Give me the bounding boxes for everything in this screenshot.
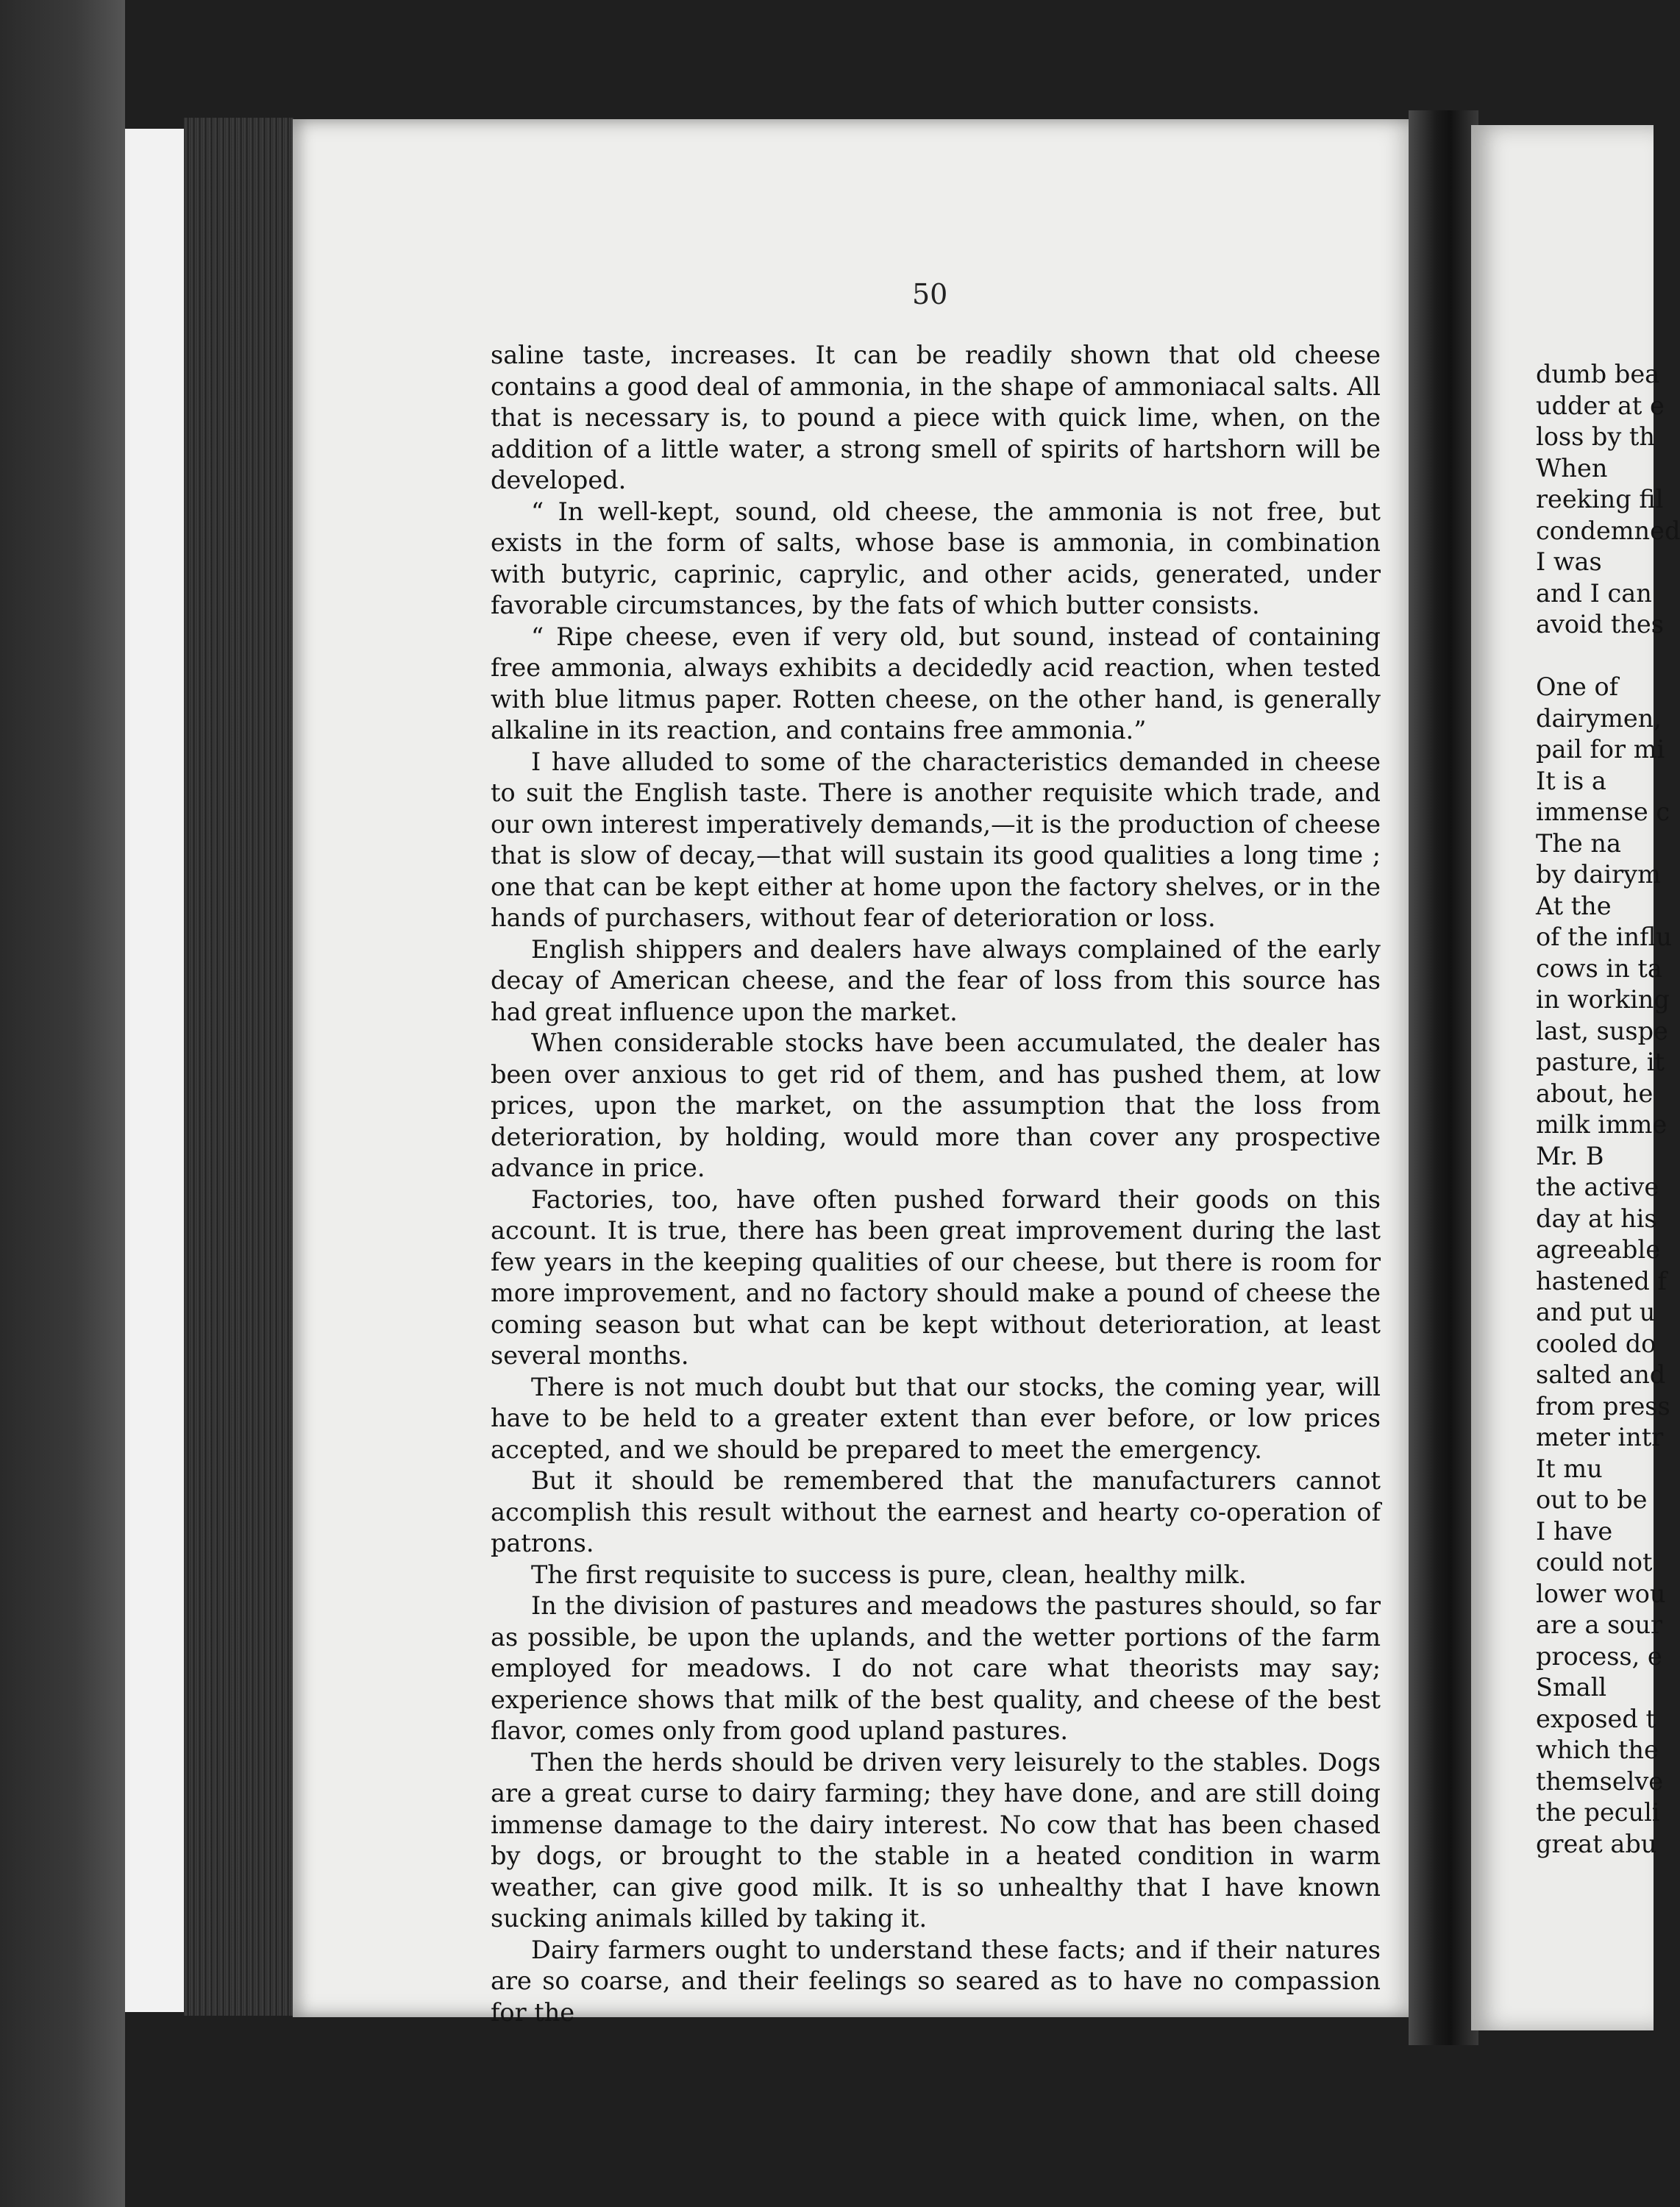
text-line: the active — [1536, 1173, 1659, 1201]
left-page-text — [491, 340, 1381, 2028]
paragraph: The first requisite to success is pure, clean, healthy milk. — [531, 1560, 1247, 1589]
text-line: I was — [1536, 547, 1602, 576]
text-line: hastened f — [1536, 1266, 1667, 1296]
text-line: It is a — [1536, 766, 1606, 795]
page-edges — [184, 118, 294, 2016]
text-line: cows in ta — [1536, 953, 1662, 983]
text-line: immense c — [1536, 797, 1670, 826]
text-line: cooled do — [1536, 1329, 1656, 1358]
text-line: reeking fil — [1536, 485, 1664, 513]
paragraph: Factories, too, have often pushed forward their goods on this account. It is true, there has been great improvement during the last few years in the keeping qualities of our cheese, but there is room for more improvement, and no factory should make a pound of cheese the coming season but what can be kept without deterioration, at least several months. — [491, 1184, 1381, 1370]
text-line: milk imme — [1536, 1110, 1667, 1139]
text-line: themselve — [1536, 1766, 1664, 1796]
text-line: could not — [1536, 1548, 1653, 1577]
paragraph: I have alluded to some of the characteristics demanded in cheese to suit the English taste. There is another requisite which trade, and our own interest imperatively demands,—it is the production of cheese that is slow of decay,—that will sustain its good qualities a long time ; one that can be kept either at home upon the factory shelves, or in the hands of purchasers, without fear of deterioration or loss. — [491, 747, 1381, 932]
text-line: last, suspe — [1536, 1016, 1668, 1045]
text-line: At the — [1536, 891, 1612, 920]
page-number: 50 — [912, 278, 948, 310]
paragraph: “ Ripe cheese, even if very old, but sound, instead of containing free ammonia, always exhibits a decidedly acid reaction, when tested with blue litmus paper. Rotten cheese, on the other hand, is generally alkaline in its reaction, and contains free ammonia.” — [491, 622, 1381, 744]
text-line: day at his — [1536, 1204, 1657, 1233]
text-line: pasture, it — [1536, 1048, 1665, 1076]
text-line: of the influ — [1536, 923, 1672, 951]
book-gutter — [1409, 110, 1478, 2045]
text-line: pail for mi — [1536, 735, 1665, 764]
text-line: dumb bea — [1536, 360, 1660, 388]
text-line: salted and — [1536, 1360, 1666, 1389]
text-line: When — [1536, 453, 1608, 483]
cover-flap — [125, 129, 184, 2012]
text-line: which the — [1536, 1735, 1659, 1764]
paragraph: English shippers and dealers have always complained of the early decay of American cheese, and the fear of loss from this source has had great influence upon the market. — [491, 934, 1381, 1026]
text-line: great abu — [1536, 1829, 1657, 1858]
scan-background-left — [0, 0, 125, 2207]
text-line: Mr. B — [1536, 1141, 1604, 1170]
text-line: agreeable — [1536, 1235, 1661, 1264]
paragraph: There is not much doubt but that our stocks, the coming year, will have to be held to a greater extent than ever before, or low prices accepted, and we should be prepared to meet the emergency. — [491, 1372, 1381, 1464]
text-line: the peculi — [1536, 1798, 1660, 1827]
text-line: exposed t — [1536, 1704, 1656, 1733]
text-line: meter intr — [1536, 1423, 1664, 1451]
paragraph: saline taste, increases. It can be readily shown that old cheese contains a good deal of ammonia, in the shape of ammoniacal salts. All that is necessary is, to pound a piece with quick lime, when, on the addition of a little water, a strong smell of spirits of hartshorn will be developed. — [491, 341, 1381, 494]
text-line: are a sour — [1536, 1610, 1663, 1639]
text-line: from press — [1536, 1391, 1670, 1421]
text-line: I have — [1536, 1516, 1613, 1546]
text-line: in working — [1536, 985, 1670, 1014]
paragraph: When considerable stocks have been accumulated, the dealer has been over anxious to get rid of them, and has pushed them, at low prices, upon the market, on the assumption that the loss from deterioration, by holding, would more than cover any prospective advance in price. — [491, 1028, 1381, 1182]
text-line: process, e — [1536, 1641, 1662, 1671]
text-line: out to be — [1536, 1485, 1648, 1514]
paragraph: “ In well-kept, sound, old cheese, the ammonia is not free, but exists in the form of salts, whose base is ammonia, in combination with butyric, caprinic, caprylic, and other acids, generated, under favorable circumstances, by the fats of which butter consists. — [491, 497, 1381, 619]
text-line: dairymen, — [1536, 703, 1662, 733]
paragraph: In the division of pastures and meadows the pastures should, so far as possible, be upon the uplands, and the wetter portions of the farm employed for meadows. I do not care what theorists may say; experience shows that milk of the best quality, and cheese of the best flavor, comes only from good upland pastures. — [491, 1591, 1381, 1745]
text-line: and I can — [1536, 578, 1652, 608]
text-line — [1536, 641, 1668, 672]
text-line: The na — [1536, 828, 1621, 858]
text-line: One of — [1536, 672, 1619, 701]
text-line: Small — [1536, 1673, 1607, 1702]
text-line: loss by th — [1536, 422, 1655, 451]
paragraph: Then the herds should be driven very leisurely to the stables. Dogs are a great curse to dairy farming; they have done, and are still doing immense damage to the dairy interest. No cow that has been chased by dogs, or brought to the stable in a heated condition in warm weather, can give good milk. It is so unhealthy that I have known sucking animals killed by taking it. — [491, 1747, 1381, 1933]
paragraph: But it should be remembered that the manufacturers cannot accomplish this result without the earnest and hearty co-operation of patrons. — [491, 1466, 1381, 1557]
text-line: It mu — [1536, 1454, 1603, 1483]
right-page-text — [1536, 359, 1680, 1860]
text-line: udder at e — [1536, 391, 1665, 420]
text-line: avoid thes — [1536, 610, 1664, 639]
text-line: lower wou — [1536, 1579, 1666, 1608]
text-line: and put u — [1536, 1298, 1656, 1326]
text-line: condemned — [1536, 516, 1680, 545]
text-line: about, he — [1536, 1078, 1654, 1108]
paragraph: Dairy farmers ought to understand these facts; and if their natures are so coarse, and their feelings so seared as to have no compassion for the — [491, 1935, 1381, 2027]
text-line: by dairym — [1536, 860, 1661, 889]
